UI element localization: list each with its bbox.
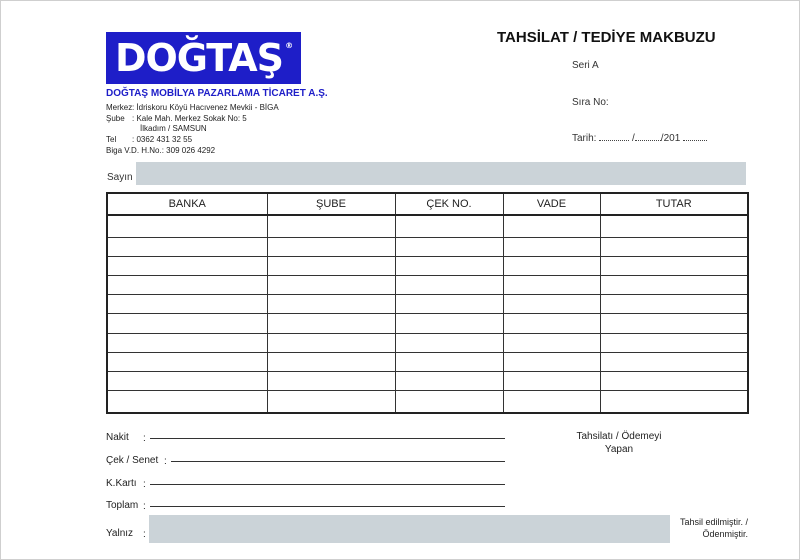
table-cell[interactable] — [267, 333, 395, 352]
table-cell[interactable] — [267, 391, 395, 413]
cek-senet-colon: : — [164, 456, 167, 467]
payer-line-2: Yapan — [604, 444, 634, 455]
table-cell[interactable] — [503, 352, 600, 371]
header-vade: VADE — [503, 193, 600, 215]
table-row — [107, 257, 748, 276]
table-cell[interactable] — [107, 295, 267, 314]
table-row — [107, 237, 748, 256]
receipt-series: Seri A — [572, 60, 599, 71]
table-cell[interactable] — [503, 257, 600, 276]
table-cell[interactable] — [395, 276, 503, 295]
receipt-title: TAHSİLAT / TEDİYE MAKBUZU — [497, 29, 716, 46]
date-label: Tarih: — [572, 133, 597, 144]
table-cell[interactable] — [600, 237, 748, 256]
table-cell[interactable] — [107, 352, 267, 371]
date-sep: / — [632, 133, 635, 144]
table-cell[interactable] — [600, 371, 748, 390]
table-cell[interactable] — [267, 215, 395, 237]
table-cell[interactable] — [600, 391, 748, 413]
brand-logo — [106, 32, 301, 84]
header-banka: BANKA — [107, 193, 267, 215]
table-cell[interactable] — [395, 215, 503, 237]
payer-signature-label — [566, 430, 672, 456]
table-cell[interactable] — [267, 276, 395, 295]
table-header-row — [107, 193, 748, 215]
yalniz-label: Yalnız — [106, 528, 134, 539]
table-cell[interactable] — [107, 333, 267, 352]
cek-senet-field[interactable] — [171, 461, 505, 462]
table-cell[interactable] — [395, 237, 503, 256]
table-cell[interactable] — [395, 295, 503, 314]
sube-value: : Kale Mah. Merkez Sokak No: 5 — [132, 114, 247, 123]
date-year: /201 — [660, 133, 681, 144]
merkez-value: : İdriskoru Köyü Hacıvenez Mevkii - BİGA — [132, 103, 279, 112]
received-line-1: Tahsil edilmiştir. / — [679, 517, 748, 527]
table-cell[interactable] — [395, 352, 503, 371]
registered-mark: ® — [285, 41, 293, 50]
table-row — [107, 276, 748, 295]
address-sube — [106, 114, 247, 123]
table-cell[interactable] — [107, 276, 267, 295]
tel-label: Tel — [106, 135, 117, 144]
table-cell[interactable] — [395, 371, 503, 390]
date-day-field[interactable] — [599, 139, 629, 141]
table-cell[interactable] — [395, 257, 503, 276]
header-sube: ŞUBE — [267, 193, 395, 215]
table-cell[interactable] — [395, 333, 503, 352]
table-row — [107, 333, 748, 352]
table-cell[interactable] — [600, 295, 748, 314]
toplam-field[interactable] — [150, 506, 505, 507]
kredi-karti-field[interactable] — [150, 484, 505, 485]
table-cell[interactable] — [503, 276, 600, 295]
table-cell[interactable] — [600, 276, 748, 295]
yalniz-colon: : — [143, 529, 146, 540]
table-row — [107, 352, 748, 371]
tel-value: : 0362 431 32 55 — [132, 135, 193, 144]
table-cell[interactable] — [600, 314, 748, 333]
table-cell[interactable] — [600, 352, 748, 371]
received-note — [672, 516, 748, 540]
table-cell[interactable] — [267, 295, 395, 314]
address-sube-city: İlkadım / SAMSUN — [140, 124, 207, 133]
header-tutar: TUTAR — [600, 193, 748, 215]
recipient-field[interactable] — [136, 162, 746, 185]
table-row — [107, 215, 748, 237]
cheque-table — [106, 192, 749, 414]
table-cell[interactable] — [267, 371, 395, 390]
table-row — [107, 314, 748, 333]
date-year-field[interactable] — [683, 139, 707, 141]
address-merkez — [106, 103, 279, 112]
table-cell[interactable] — [503, 391, 600, 413]
table-cell[interactable] — [503, 333, 600, 352]
date-month-field[interactable] — [635, 139, 661, 141]
phone — [106, 135, 192, 144]
merkez-label: Merkez — [106, 103, 133, 112]
table-cell[interactable] — [600, 257, 748, 276]
tax-info: Biga V.D. H.No.: 309 026 4292 — [106, 146, 216, 155]
kredi-karti-colon: : — [143, 479, 146, 490]
toplam-label: Toplam — [106, 500, 139, 511]
nakit-label: Nakit — [106, 432, 129, 443]
receipt-date — [572, 133, 707, 144]
table-cell[interactable] — [107, 237, 267, 256]
table-cell[interactable] — [503, 215, 600, 237]
table-cell[interactable] — [107, 391, 267, 413]
header-cek-no: ÇEK NO. — [395, 193, 503, 215]
yalniz-field[interactable] — [149, 515, 670, 543]
table-cell[interactable] — [503, 237, 600, 256]
logo-text: DOĞTAŞ — [114, 36, 284, 80]
table-cell[interactable] — [107, 314, 267, 333]
table-cell[interactable] — [107, 215, 267, 237]
table-cell[interactable] — [395, 314, 503, 333]
receipt-number-label: Sıra No: — [572, 97, 609, 108]
table-cell[interactable] — [600, 333, 748, 352]
table-cell[interactable] — [503, 371, 600, 390]
cek-senet-label: Çek / Senet — [106, 455, 159, 466]
table-cell[interactable] — [267, 314, 395, 333]
company-name: DOĞTAŞ MOBİLYA PAZARLAMA TİCARET A.Ş. — [106, 88, 328, 99]
sube-label: Şube — [106, 114, 125, 123]
table-row — [107, 371, 748, 390]
table-cell[interactable] — [267, 257, 395, 276]
payer-line-1: Tahsilatı / Ödemeyi — [576, 431, 662, 442]
nakit-colon: : — [143, 433, 146, 444]
nakit-field[interactable] — [150, 438, 505, 439]
table-cell[interactable] — [395, 391, 503, 413]
table-cell[interactable] — [107, 371, 267, 390]
table-row — [107, 391, 748, 413]
table-cell[interactable] — [503, 314, 600, 333]
recipient-label: Sayın — [107, 172, 133, 183]
table-cell[interactable] — [267, 352, 395, 371]
table-cell[interactable] — [107, 257, 267, 276]
received-line-2: Ödenmiştir. — [702, 529, 748, 539]
table-row — [107, 295, 748, 314]
toplam-colon: : — [143, 501, 146, 512]
table-cell[interactable] — [600, 215, 748, 237]
table-cell[interactable] — [267, 237, 395, 256]
table-cell[interactable] — [503, 295, 600, 314]
kredi-karti-label: K.Kartı — [106, 478, 137, 489]
